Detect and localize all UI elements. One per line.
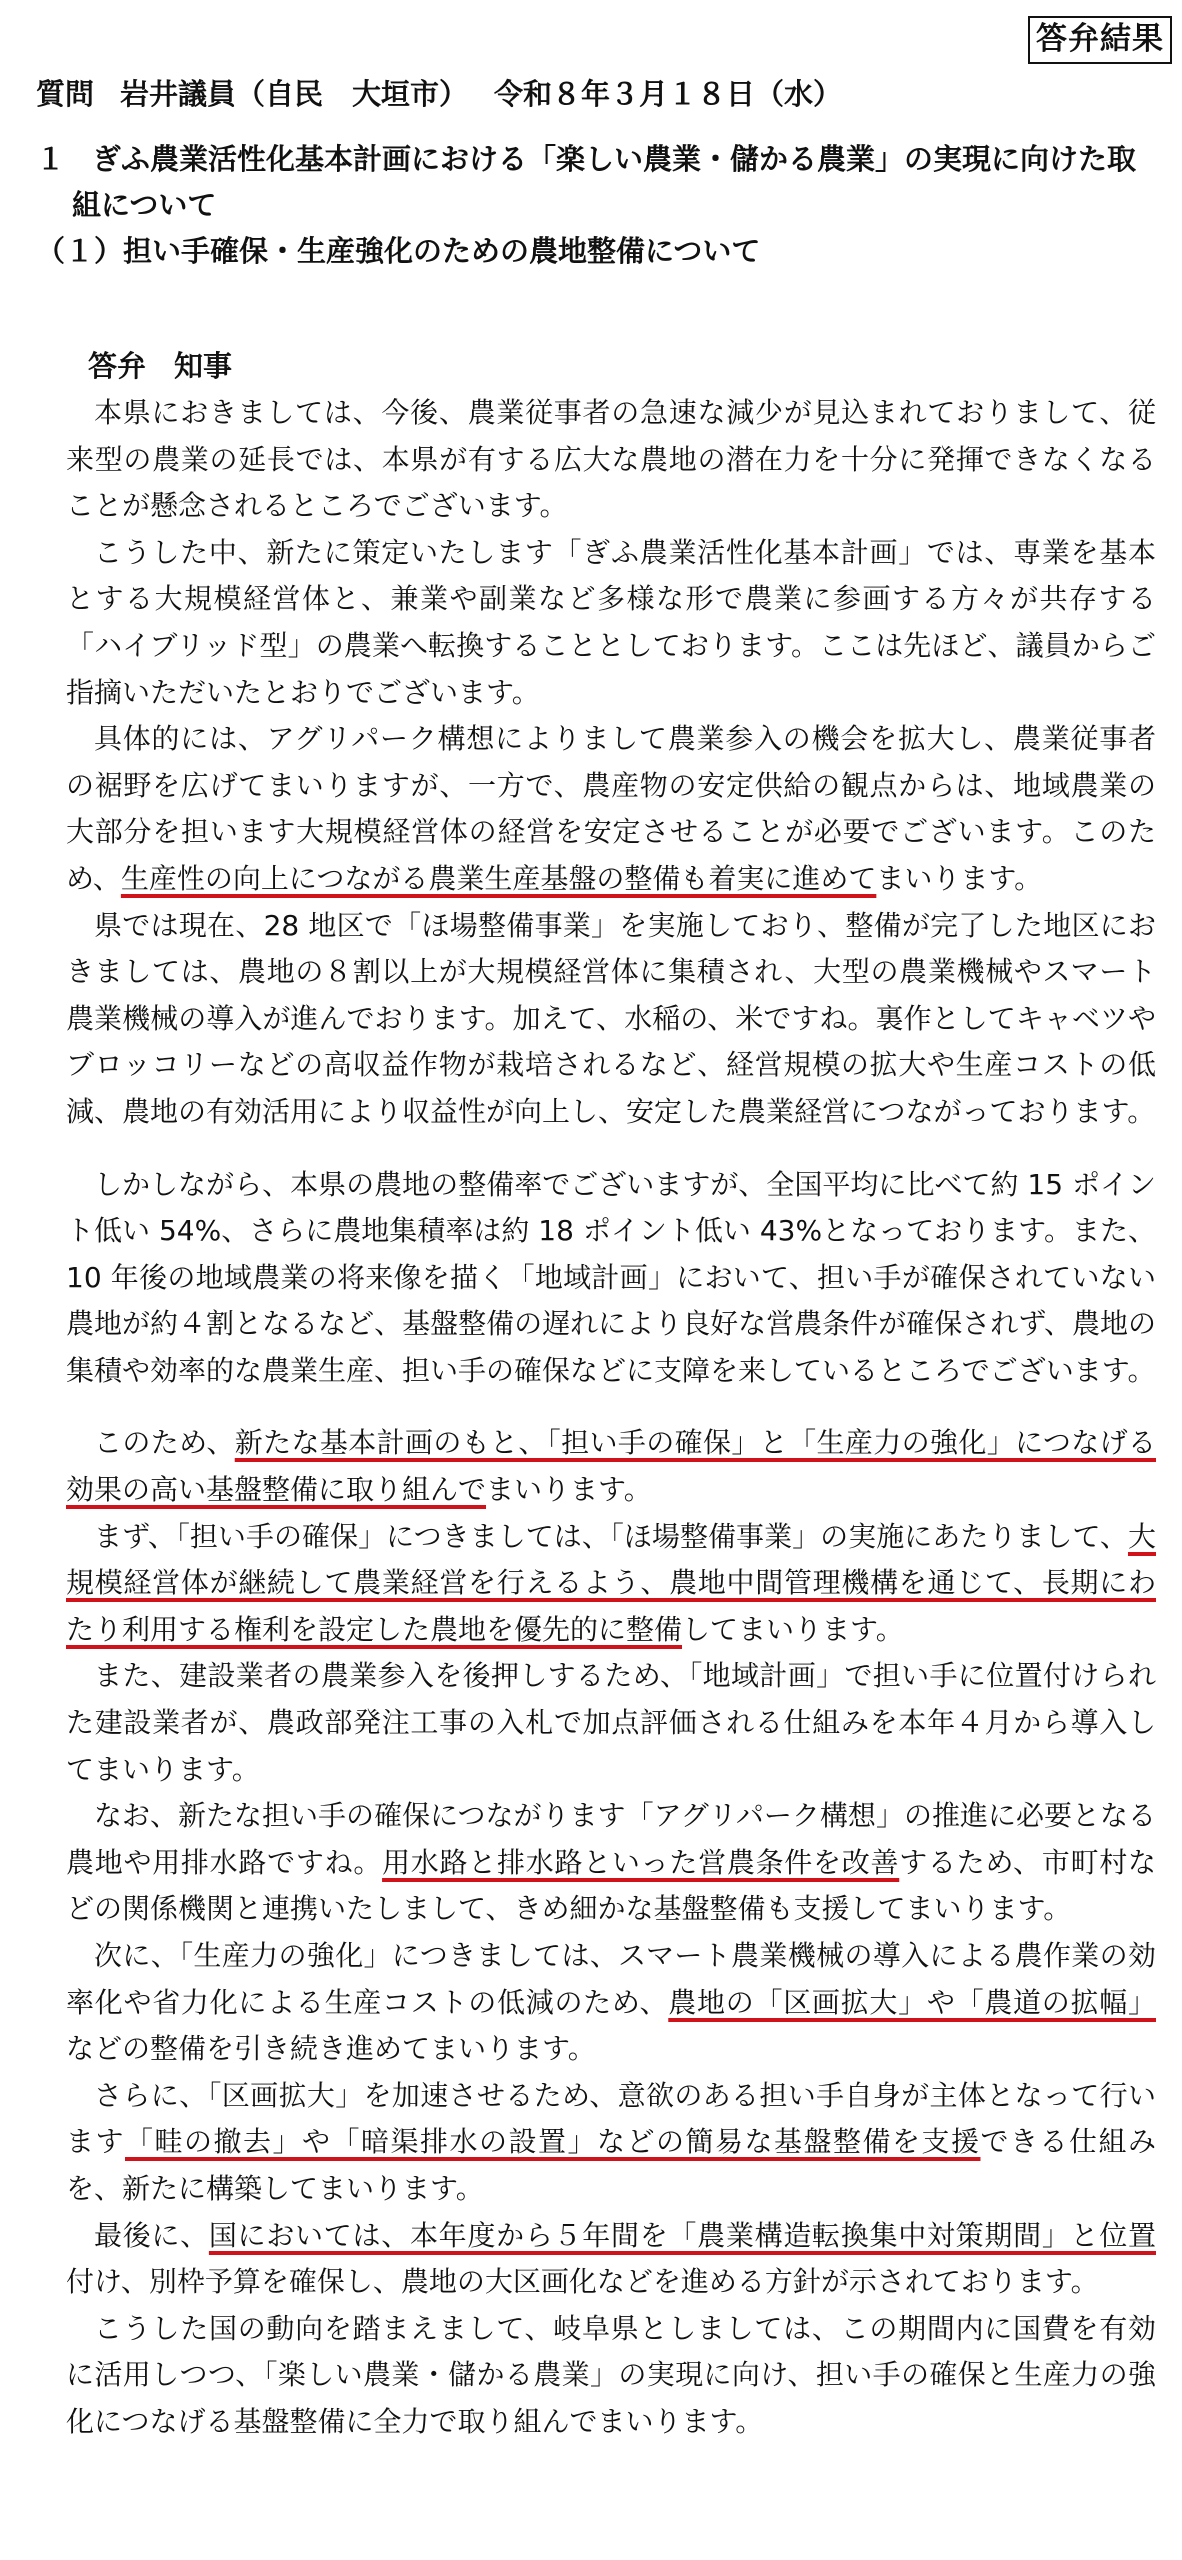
answer-paragraph: [66, 1653, 1156, 1793]
paragraph-text: こうした国の動向を踏まえまして、岐阜県としましては、この期間内に国費を有効に活用しつつ、「楽しい農業・儲かる農業」の実現に向け、担い手の確保と生産力の強化につなげる基盤整備に全力で取り組んでまいります。: [66, 2311, 1156, 2438]
paragraph-text: 付け、別枠予算を確保し、農地の大区画化などを進める方針が示されております。: [66, 2265, 1099, 2299]
underlined-emphasis: 大規模経営体が継続して農業経営を行えるよう、農地中間管理機構を通じて、長期にわたり利用する権利を設定した農地を優先的に整備: [66, 1519, 1156, 1646]
paragraph-text: するため、市町村などの関係機関と連携いたしまして、きめ細かな基盤整備も支援してまいります。: [66, 1845, 1156, 1926]
topic-title: ぎふ農業活性化基本計画における「楽しい農業・儲かる農業」の実現に向けた取組について: [72, 142, 1137, 222]
underlined-emphasis: 国においては、本年度から５年間を「農業構造転換集中対策期間」と位置: [208, 2218, 1156, 2252]
paragraph-text: まず、「担い手の確保」につきましては、「ほ場整備事業」の実施にあたりまして、: [94, 1519, 1128, 1553]
question-label: 質問: [36, 77, 95, 111]
answer-paragraph: [66, 1420, 1156, 1513]
paragraph-text: まいります。: [876, 861, 1043, 895]
paragraph-text: このため、: [94, 1426, 235, 1460]
paragraph-text: さらに、「区画拡大」を加速させるため、意欲のある担い手自身が主体となって行います: [66, 2078, 1156, 2159]
answer-paragraph: [66, 1793, 1156, 1933]
topic-subtitle: （１）担い手確保・生産強化のための農地整備について: [36, 234, 761, 268]
questioner: 岩井議員（自民 大垣市）: [120, 77, 469, 111]
paragraph-text: 本県におきましては、今後、農業従事者の急速な減少が見込まれておりまして、従来型の農業の延長では、本県が有する広大な農地の潜在力を十分に発揮できなくなることが懸念されるところでございます。: [66, 396, 1156, 523]
paragraph-text: 県では現在、28 地区で「ほ場整備事業」を実施しており、整備が完了した地区におきましては、農地の８割以上が大規模経営体に集積され、大型の農業機械やスマート農業機械の導入が進んでおります。加えて、水稲の、米ですね。裏作としてキャベツやブロッコリーなどの高収益作物が栽培されるなど、経営規模の拡大や生産コストの低減、農地の有効活用により収益性が向上し、安定した農業経営につながっております。: [66, 908, 1156, 1128]
paragraph-text: できる仕組みを、新たに構築してまいります。: [66, 2125, 1156, 2205]
answer-paragraph: [66, 1162, 1156, 1395]
answer-paragraph: [66, 716, 1156, 902]
answer-paragraph: [66, 2213, 1156, 2306]
result-stamp: 答弁結果: [1028, 16, 1172, 64]
answer-body: [66, 390, 1156, 2446]
document-header: [36, 72, 1156, 274]
underlined-emphasis: 農地の「区画拡大」や「農道の拡幅」: [668, 1985, 1156, 2019]
answer-paragraph: [66, 530, 1156, 716]
answer-paragraph: [66, 1933, 1156, 2073]
answer-paragraph: [66, 1514, 1156, 1654]
topic-heading: [36, 136, 1156, 228]
underlined-emphasis: 新たな基本計画のもと、「担い手の確保」と「生産力の強化」につなげる効果の高い基盤整備に取り組んで: [66, 1426, 1156, 1507]
underlined-emphasis: 「畦の撤去」や「暗渠排水の設置」などの簡易な基盤整備を支援: [125, 2125, 981, 2159]
question-date: 令和８年３月１８日（水）: [494, 77, 843, 111]
paragraph-text: 次に、「生産力の強化」につきましては、スマート農業機械の導入による農作業の効率化や省力化による生産コストの低減のため、: [66, 1939, 1156, 2019]
paragraph-text: 具体的には、アグリパーク構想によりまして農業参入の機会を拡大し、農業従事者の裾野を広げてまいりますが、一方で、農産物の安定供給の観点からは、地域農業の大部分を担います大規模経営体の経営を安定させることが必要でございます。このため、: [66, 722, 1156, 895]
underlined-emphasis: 生産性の向上につながる農業生産基盤の整備も着実に進めて: [120, 861, 877, 895]
paragraph-text: また、建設業者の農業参入を後押しするため、「地域計画」で担い手に位置付けられた建設業者が、農政部発注工事の入札で加点評価される仕組みを本年４月から導入してまいります。: [66, 1659, 1156, 1786]
underlined-emphasis: 用水路と排水路といった営農条件を改善: [382, 1845, 900, 1879]
answer-paragraph: [66, 2073, 1156, 2213]
answer-label: 答弁: [88, 349, 147, 383]
paragraph-text: まいります。: [486, 1473, 652, 1507]
paragraph-text: 最後に、: [94, 2218, 209, 2252]
answer-speaker: 知事: [174, 349, 233, 383]
paragraph-text: しかしながら、本県の農地の整備率でございますが、全国平均に比べて約 15 ポイント低い 54%、さらに農地集積率は約 18 ポイント低い 43%となっております。また、10 年後の地域農業の将来像を描く「地域計画」において、担い手が確保されていない農地が約４割となるなど、基盤整備の遅れにより良好な営農条件が確保されず、農地の集積や効率的な農業生産、担い手の確保などに支障を来しているところでございます。: [66, 1167, 1156, 1387]
answer-paragraph: [66, 390, 1156, 530]
paragraph-text: などの整備を引き続き進めてまいります。: [66, 2032, 596, 2066]
paragraph-text: こうした中、新たに策定いたします「ぎふ農業活性化基本計画」では、専業を基本とする大規模経営体と、兼業や副業など多様な形で農業に参画する方々が共存する「ハイブリッド型」の農業へ転換することとしております。ここは先ほど、議員からご指摘いただいたとおりでございます。: [66, 535, 1156, 709]
answer-paragraph: [66, 903, 1156, 1136]
answer-paragraph: [66, 2306, 1156, 2446]
question-line: [36, 72, 1156, 116]
paragraph-text: なお、新たな担い手の確保につながります「アグリパーク構想」の推進に必要となる農地や用排水路ですね。: [66, 1799, 1156, 1879]
paragraph-text: してまいります。: [682, 1612, 904, 1646]
answer-heading: [88, 344, 232, 388]
topic-number: １: [36, 142, 66, 176]
